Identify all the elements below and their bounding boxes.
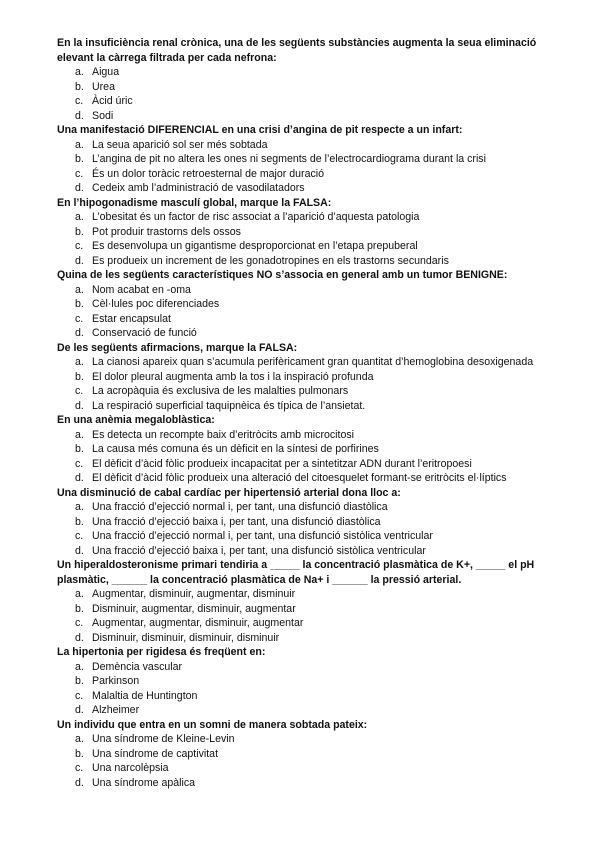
option-list bbox=[57, 138, 570, 196]
option-text: Una síndrome de Kleine-Levin bbox=[92, 733, 235, 745]
option-letter: b. bbox=[75, 602, 84, 615]
option-letter: c. bbox=[75, 530, 84, 542]
option-letter: b. bbox=[75, 153, 84, 165]
option-d bbox=[57, 326, 570, 341]
question-text: De les següents afirmacions, marque la FALSA: bbox=[57, 341, 298, 354]
option-letter: b. bbox=[75, 747, 84, 760]
option-d bbox=[57, 776, 570, 791]
option-text: La causa més comuna és un dèficit en la síntesi de porfirines bbox=[92, 443, 379, 455]
option-text: Una fracció d’ejecció baixa i, per tant, una disfunció diastòlica bbox=[92, 515, 381, 528]
option-list bbox=[57, 500, 570, 558]
option-b bbox=[57, 297, 570, 312]
option-letter: b. bbox=[75, 225, 84, 238]
option-b bbox=[57, 515, 570, 530]
option-letter: c. bbox=[75, 312, 84, 325]
option-letter: b. bbox=[75, 675, 84, 687]
option-text: Es detecta un recompte baix d’eritròcits amb microcitosi bbox=[92, 428, 355, 441]
option-letter: d. bbox=[75, 254, 84, 267]
option-list bbox=[57, 428, 570, 486]
option-letter: d. bbox=[75, 109, 84, 122]
option-letter: d. bbox=[75, 704, 84, 716]
option-d bbox=[57, 631, 570, 646]
option-b bbox=[57, 370, 570, 385]
option-c bbox=[57, 239, 570, 254]
option-c bbox=[57, 384, 570, 399]
question-2 bbox=[57, 123, 570, 196]
option-text: Cèl·lules poc diferenciades bbox=[92, 298, 220, 310]
option-letter: b. bbox=[75, 370, 84, 383]
option-text: Sodi bbox=[92, 109, 114, 122]
option-letter: c. bbox=[75, 762, 84, 774]
option-a bbox=[57, 283, 570, 298]
question-10 bbox=[57, 718, 570, 791]
option-text: Una fracció d’ejecció baixa i, per tant, una disfunció sistòlica ventricular bbox=[92, 544, 426, 557]
option-text: La seua aparició sol ser més sobtada bbox=[92, 138, 268, 151]
option-list bbox=[57, 587, 570, 645]
question-1 bbox=[57, 36, 570, 123]
option-text: La cianosi apareix quan s’acumula perifèricament gran quantitat d’hemoglobina desoxigenada bbox=[92, 356, 534, 368]
option-letter: a. bbox=[75, 501, 84, 513]
option-c bbox=[57, 94, 570, 109]
option-text: Àcid úric bbox=[92, 95, 133, 107]
option-text: Cedeix amb l’administració de vasodilatadors bbox=[92, 182, 305, 194]
option-text: Aigua bbox=[92, 66, 120, 78]
option-letter: b. bbox=[75, 443, 84, 455]
option-letter: d. bbox=[75, 327, 84, 339]
question-text: Una manifestació DIFERENCIAL en una crisi d’angina de pit respecte a un infart: bbox=[57, 124, 463, 136]
option-text: Una fracció d’ejecció normal i, per tant, una disfunció sistòlica ventricular bbox=[92, 530, 433, 542]
option-b bbox=[57, 152, 570, 167]
option-a bbox=[57, 355, 570, 370]
option-text: La acropàquia és exclusiva de les malalties pulmonars bbox=[92, 385, 349, 397]
option-c bbox=[57, 761, 570, 776]
option-letter: a. bbox=[75, 428, 84, 441]
option-letter: b. bbox=[75, 515, 84, 528]
option-b bbox=[57, 225, 570, 240]
option-letter: c. bbox=[75, 240, 84, 252]
option-c bbox=[57, 689, 570, 704]
option-letter: d. bbox=[75, 472, 84, 484]
option-text: Augmentar, disminuir, augmentar, disminuir bbox=[92, 588, 296, 600]
question-text: Un hiperaldosteronisme primari tendiria a _____ la concentració plasmàtica de K+, _____ el pH plasmàtic, ______ la concentració plasmàtica de Na+ i ______ la pressió arterial. bbox=[57, 559, 535, 586]
question-9 bbox=[57, 645, 570, 718]
option-c bbox=[57, 457, 570, 472]
option-text: Urea bbox=[92, 80, 115, 93]
question-7 bbox=[57, 486, 570, 559]
option-text: Disminuir, augmentar, disminuir, augmentar bbox=[92, 602, 296, 615]
option-letter: a. bbox=[75, 660, 84, 673]
option-list bbox=[57, 355, 570, 413]
question-5 bbox=[57, 341, 570, 414]
option-text: El dolor pleural augmenta amb la tos i la inspiració profunda bbox=[92, 370, 374, 383]
option-text: Demència vascular bbox=[92, 660, 183, 673]
question-3 bbox=[57, 196, 570, 269]
option-text: Augmentar, augmentar, disminuir, augmentar bbox=[92, 617, 304, 629]
option-letter: a. bbox=[75, 211, 84, 223]
question-text: Una disminució de cabal cardíac per hipertensió arterial dona lloc a: bbox=[57, 486, 401, 499]
option-a bbox=[57, 587, 570, 602]
option-c bbox=[57, 616, 570, 631]
option-text: Una fracció d’ejecció normal i, per tant, una disfunció diastòlica bbox=[92, 501, 388, 513]
option-a bbox=[57, 660, 570, 675]
option-text: El dèficit d’àcid fòlic produeix incapacitat per a sintetitzar ADN durant l’eritropoesi bbox=[92, 457, 472, 470]
option-list bbox=[57, 732, 570, 790]
option-text: Pot produir trastorns dels ossos bbox=[92, 225, 241, 238]
question-8 bbox=[57, 558, 570, 645]
option-letter: d. bbox=[75, 776, 84, 789]
option-d bbox=[57, 703, 570, 718]
option-letter: c. bbox=[75, 95, 84, 107]
option-b bbox=[57, 747, 570, 762]
option-d bbox=[57, 254, 570, 269]
option-b bbox=[57, 674, 570, 689]
option-letter: c. bbox=[75, 457, 84, 470]
option-a bbox=[57, 732, 570, 747]
option-a bbox=[57, 210, 570, 225]
option-d bbox=[57, 544, 570, 559]
option-letter: c. bbox=[75, 385, 84, 397]
option-text: Nom acabat en -oma bbox=[92, 283, 191, 296]
option-text: Una síndrome apàlica bbox=[92, 776, 196, 789]
option-c bbox=[57, 167, 570, 182]
option-text: Es desenvolupa un gigantisme desproporcionat en l’etapa prepuberal bbox=[92, 240, 418, 252]
option-list bbox=[57, 660, 570, 718]
option-text: Parkinson bbox=[92, 675, 140, 687]
option-letter: d. bbox=[75, 631, 84, 644]
option-letter: b. bbox=[75, 80, 84, 93]
option-text: La respiració superficial taquipnèica és típica de l’ansietat. bbox=[92, 399, 366, 412]
option-a bbox=[57, 500, 570, 515]
option-text: Conservació de funció bbox=[92, 327, 197, 339]
option-list bbox=[57, 65, 570, 123]
option-a bbox=[57, 428, 570, 443]
option-text: Alzheimer bbox=[92, 704, 140, 716]
option-text: L’angina de pit no altera les ones ni segments de l’electrocardiograma durant la crisi bbox=[92, 153, 486, 165]
option-text: És un dolor toràcic retroesternal de major duració bbox=[92, 167, 324, 180]
option-letter: d. bbox=[75, 544, 84, 557]
option-letter: a. bbox=[75, 733, 84, 745]
option-letter: a. bbox=[75, 66, 84, 78]
option-text: Una narcolèpsia bbox=[92, 762, 169, 774]
option-text: Es produeix un increment de les gonadotropines en els trastorns secundaris bbox=[92, 254, 449, 267]
option-b bbox=[57, 442, 570, 457]
question-text: La hipertonia per rigidesa és freqüent en: bbox=[57, 646, 266, 658]
option-letter: d. bbox=[75, 182, 84, 194]
option-text: Disminuir, disminuir, disminuir, disminuir bbox=[92, 631, 280, 644]
option-d bbox=[57, 399, 570, 414]
option-list bbox=[57, 210, 570, 268]
option-letter: c. bbox=[75, 617, 84, 629]
option-d bbox=[57, 181, 570, 196]
question-text: En una anèmia megaloblàstica: bbox=[57, 414, 215, 426]
option-d bbox=[57, 471, 570, 486]
option-letter: a. bbox=[75, 588, 84, 600]
question-text: Quina de les següents característiques NO s’associa en general amb un tumor BENIGNE: bbox=[57, 269, 508, 281]
option-letter: d. bbox=[75, 399, 84, 412]
option-b bbox=[57, 602, 570, 617]
option-a bbox=[57, 138, 570, 153]
question-4 bbox=[57, 268, 570, 341]
option-a bbox=[57, 65, 570, 80]
option-letter: a. bbox=[75, 283, 84, 296]
option-text: L’obesitat és un factor de risc associat a l’aparició d’aquesta patologia bbox=[92, 211, 420, 223]
option-c bbox=[57, 529, 570, 544]
option-letter: c. bbox=[75, 689, 84, 702]
option-text: Estar encapsulat bbox=[92, 312, 171, 325]
question-text: En la insuficiència renal crònica, una de les següents substàncies augmenta la seua eliminació elevant la càrrega filtrada per cada nefrona: bbox=[57, 37, 537, 64]
option-letter: a. bbox=[75, 356, 84, 368]
option-letter: b. bbox=[75, 298, 84, 310]
option-d bbox=[57, 109, 570, 124]
option-letter: c. bbox=[75, 167, 84, 180]
question-6 bbox=[57, 413, 570, 486]
option-text: El dèficit d’àcid fòlic produeix una alteració del citoesquelet formant-se eritròcits el·líptics bbox=[92, 472, 507, 484]
option-b bbox=[57, 80, 570, 95]
option-letter: a. bbox=[75, 138, 84, 151]
option-text: Una síndrome de captivitat bbox=[92, 747, 219, 760]
option-c bbox=[57, 312, 570, 327]
question-text: En l’hipogonadisme masculí global, marque la FALSA: bbox=[57, 196, 332, 209]
option-list bbox=[57, 283, 570, 341]
question-text: Un individu que entra en un somni de manera sobtada pateix: bbox=[57, 718, 368, 731]
option-text: Malaltia de Huntington bbox=[92, 689, 198, 702]
